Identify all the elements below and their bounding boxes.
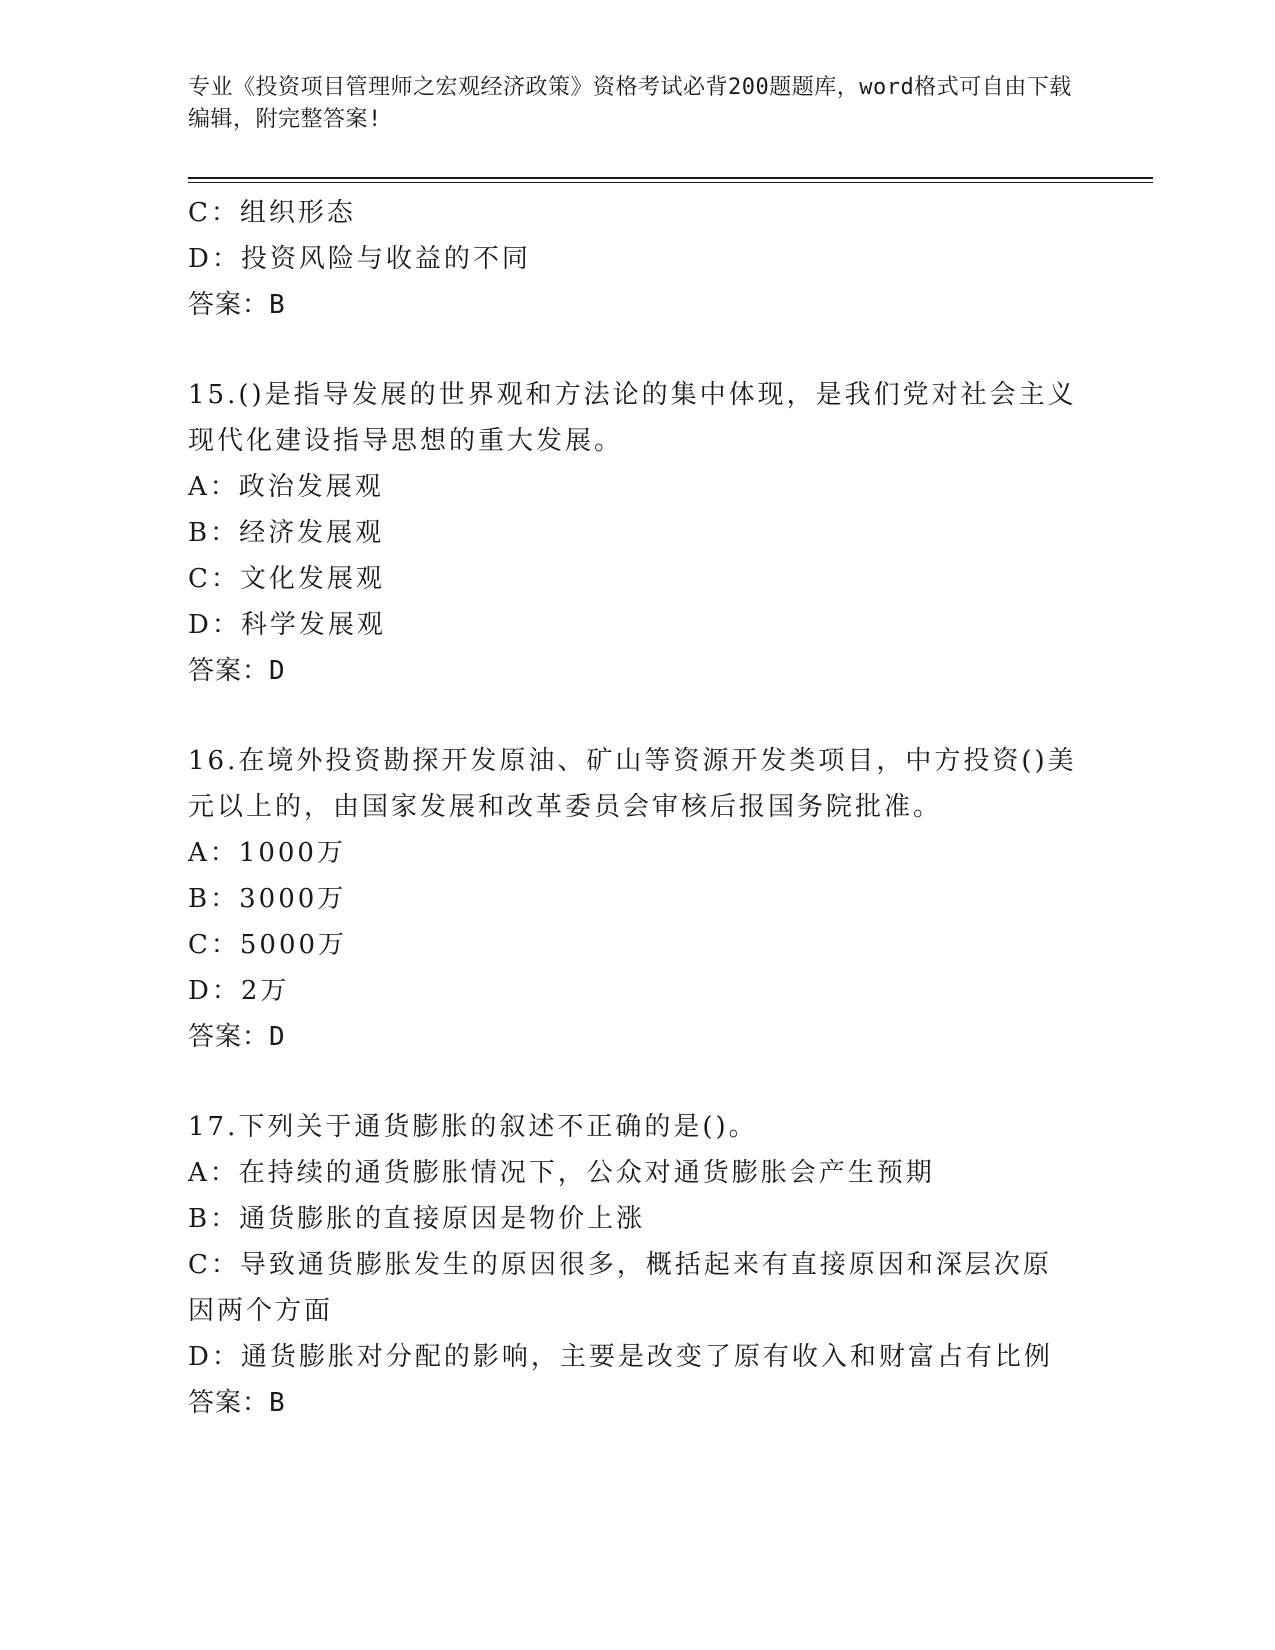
answer-line: 答案：D <box>188 1022 286 1052</box>
option-b: B：通货膨胀的直接原因是物价上涨 <box>188 1204 646 1234</box>
option-d: D：2万 <box>188 976 290 1006</box>
answer-line: 答案：B <box>188 290 286 320</box>
spacer <box>188 694 1078 738</box>
option-d: D：通货膨胀对分配的影响，主要是改变了原有收入和财富占有比例 <box>188 1342 1053 1372</box>
option-c: C：文化发展观 <box>188 564 385 594</box>
option-d: D：科学发展观 <box>188 610 386 640</box>
question-17 <box>188 1104 1078 1426</box>
option-a: A：在持续的通货膨胀情况下，公众对通货膨胀会产生预期 <box>188 1158 935 1188</box>
header-divider-thin <box>188 182 1153 183</box>
header-title: 专业《投资项目管理师之宏观经济政策》资格考试必背200题题库，word格式可自由下载编辑，附完整答案! <box>188 75 1072 132</box>
option-c: C：导致通货膨胀发生的原因很多，概括起来有直接原因和深层次原因两个方面 <box>188 1250 1052 1326</box>
prev-question-block <box>188 190 1078 328</box>
header-divider-thick <box>188 177 1153 179</box>
question-stem: 15.()是指导发展的世界观和方法论的集中体现，是我们党对社会主义现代化建设指导思想的重大发展。 <box>188 380 1077 456</box>
question-stem: 17.下列关于通货膨胀的叙述不正确的是()。 <box>188 1112 758 1142</box>
spacer <box>188 328 1078 372</box>
option-b: B：经济发展观 <box>188 518 385 548</box>
option-c: C：5000万 <box>188 930 348 960</box>
question-15 <box>188 372 1078 694</box>
option-d: D：投资风险与收益的不同 <box>188 244 531 274</box>
option-c: C：组织形态 <box>188 198 356 228</box>
option-a: A：1000万 <box>188 838 346 868</box>
question-16 <box>188 738 1078 1060</box>
page-header <box>188 72 1088 136</box>
answer-line: 答案：B <box>188 1388 286 1418</box>
option-a: A：政治发展观 <box>188 472 384 502</box>
spacer <box>188 1060 1078 1104</box>
option-b: B：3000万 <box>188 884 347 914</box>
question-content <box>188 190 1078 1426</box>
answer-line: 答案：D <box>188 656 286 686</box>
question-stem: 16.在境外投资勘探开发原油、矿山等资源开发类项目，中方投资()美元以上的，由国家发展和改革委员会审核后报国务院批准。 <box>188 746 1077 822</box>
